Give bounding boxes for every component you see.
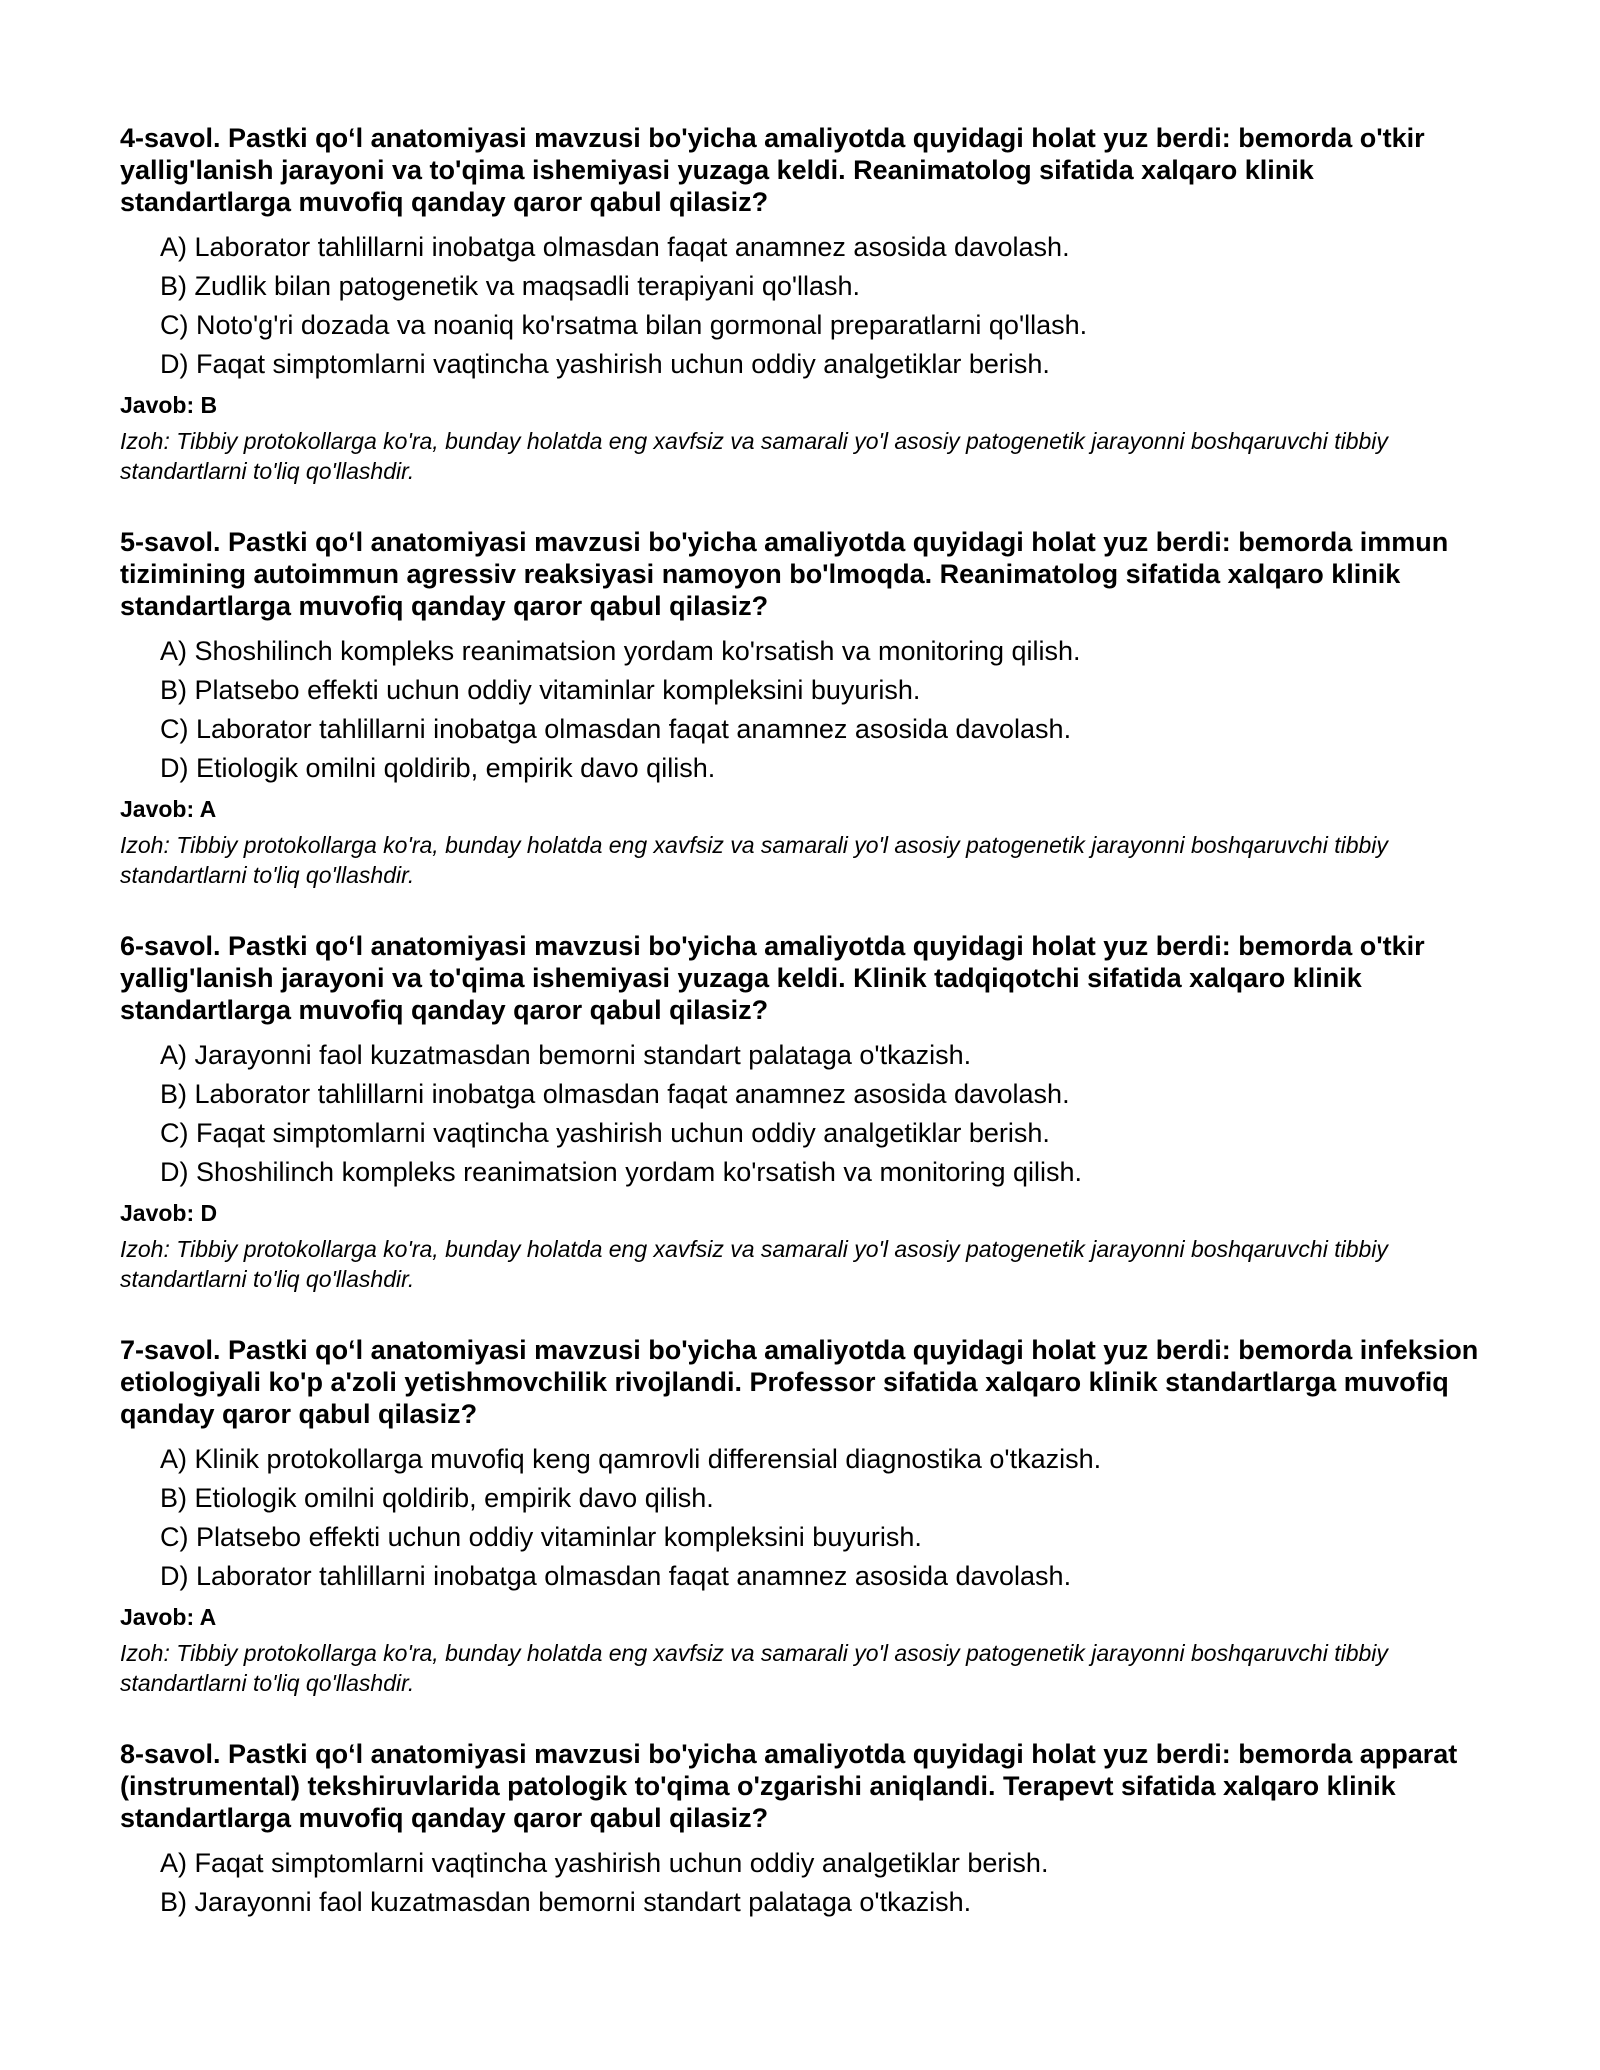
option-a: A) Faqat simptomlarni vaqtincha yashirish uchun oddiy analgetiklar berish.	[160, 1848, 1049, 1878]
option-d: D) Etiologik omilni qoldirib, empirik davo qilish.	[160, 753, 716, 783]
explanation-note: Izoh: Tibbiy protokollarga ko'ra, bunday holatda eng xavfsiz va samarali yo'l asosiy patogenetik jarayonni boshqaruvchi tibbiy standartlarni to'liq qo'llashdir.	[120, 832, 1388, 888]
explanation-note: Izoh: Tibbiy protokollarga ko'ra, bunday holatda eng xavfsiz va samarali yo'l asosiy patogenetik jarayonni boshqaruvchi tibbiy standartlarni to'liq qo'llashdir.	[120, 1640, 1388, 1696]
question-title: 8-savol. Pastki qo‘l anatomiyasi mavzusi bo'yicha amaliyotda quyidagi holat yuz berdi: bemorda apparat (instrumental) tekshiruvlarida patologik to'qima o'zgarishi aniqlandi. Terapevt sifatida xalqaro klinik standartlarga muvofiq qanday qaror qabul qilasiz?	[120, 1739, 1458, 1833]
option-a: A) Laborator tahlillarni inobatga olmasdan faqat anamnez asosida davolash.	[160, 232, 1070, 262]
options-list	[120, 1440, 1480, 1596]
option-b: B) Jarayonni faol kuzatmasdan bemorni standart palataga o'tkazish.	[160, 1887, 972, 1917]
answer-label: Javob: A	[120, 796, 217, 822]
question-title: 6-savol. Pastki qo‘l anatomiyasi mavzusi bo'yicha amaliyotda quyidagi holat yuz berdi: bemorda o'tkir yallig'lanish jarayoni va to'qima ishemiyasi yuzaga keldi. Klinik tadqiqotchi sifatida xalqaro klinik standartlarga muvofiq qanday qaror qabul qilasiz?	[120, 931, 1425, 1025]
question-title: 7-savol. Pastki qo‘l anatomiyasi mavzusi bo'yicha amaliyotda quyidagi holat yuz berdi: bemorda infeksion etiologiyali ko'p a'zoli yetishmovchilik rivojlandi. Professor sifatida xalqaro klinik standartlarga muvofiq qanday qaror qabul qilasiz?	[120, 1335, 1479, 1429]
option-c: C) Noto'g'ri dozada va noaniq ko'rsatma bilan gormonal preparatlarni qo'llash.	[160, 310, 1088, 340]
question-5	[120, 526, 1480, 890]
option-a: A) Jarayonni faol kuzatmasdan bemorni standart palataga o'tkazish.	[160, 1040, 972, 1070]
question-7	[120, 1334, 1480, 1698]
option-d: D) Faqat simptomlarni vaqtincha yashirish uchun oddiy analgetiklar berish.	[160, 349, 1050, 379]
option-b: B) Etiologik omilni qoldirib, empirik davo qilish.	[160, 1483, 714, 1513]
option-d: D) Laborator tahlillarni inobatga olmasdan faqat anamnez asosida davolash.	[160, 1561, 1072, 1591]
options-list	[120, 228, 1480, 384]
question-title: 4-savol. Pastki qo‘l anatomiyasi mavzusi bo'yicha amaliyotda quyidagi holat yuz berdi: bemorda o'tkir yallig'lanish jarayoni va to'qima ishemiyasi yuzaga keldi. Reanimatolog sifatida xalqaro klinik standartlarga muvofiq qanday qaror qabul qilasiz?	[120, 123, 1425, 217]
question-title: 5-savol. Pastki qo‘l anatomiyasi mavzusi bo'yicha amaliyotda quyidagi holat yuz berdi: bemorda immun tizimining autoimmun agressiv reaksiyasi namoyon bo'lmoqda. Reanimatolog sifatida xalqaro klinik standartlarga muvofiq qanday qaror qabul qilasiz?	[120, 527, 1449, 621]
question-4	[120, 122, 1480, 486]
option-c: C) Faqat simptomlarni vaqtincha yashirish uchun oddiy analgetiklar berish.	[160, 1118, 1050, 1148]
options-list	[120, 632, 1480, 788]
option-b: B) Zudlik bilan patogenetik va maqsadli terapiyani qo'llash.	[160, 271, 861, 301]
options-list	[120, 1036, 1480, 1192]
answer-label: Javob: B	[120, 392, 218, 418]
question-6	[120, 930, 1480, 1294]
option-c: C) Laborator tahlillarni inobatga olmasdan faqat anamnez asosida davolash.	[160, 714, 1072, 744]
option-c: C) Platsebo effekti uchun oddiy vitaminlar kompleksini buyurish.	[160, 1522, 922, 1552]
option-b: B) Platsebo effekti uchun oddiy vitaminlar kompleksini buyurish.	[160, 675, 921, 705]
answer-label: Javob: D	[120, 1200, 218, 1226]
option-a: A) Klinik protokollarga muvofiq keng qamrovli differensial diagnostika o'tkazish.	[160, 1444, 1102, 1474]
option-b: B) Laborator tahlillarni inobatga olmasdan faqat anamnez asosida davolash.	[160, 1079, 1070, 1109]
answer-label: Javob: A	[120, 1604, 217, 1630]
question-8	[120, 1738, 1480, 1922]
explanation-note: Izoh: Tibbiy protokollarga ko'ra, bunday holatda eng xavfsiz va samarali yo'l asosiy patogenetik jarayonni boshqaruvchi tibbiy standartlarni to'liq qo'llashdir.	[120, 1236, 1388, 1292]
option-d: D) Shoshilinch kompleks reanimatsion yordam ko'rsatish va monitoring qilish.	[160, 1157, 1083, 1187]
document-page	[120, 122, 1480, 1962]
explanation-note: Izoh: Tibbiy protokollarga ko'ra, bunday holatda eng xavfsiz va samarali yo'l asosiy patogenetik jarayonni boshqaruvchi tibbiy standartlarni to'liq qo'llashdir.	[120, 428, 1388, 484]
options-list	[120, 1844, 1480, 1922]
option-a: A) Shoshilinch kompleks reanimatsion yordam ko'rsatish va monitoring qilish.	[160, 636, 1081, 666]
